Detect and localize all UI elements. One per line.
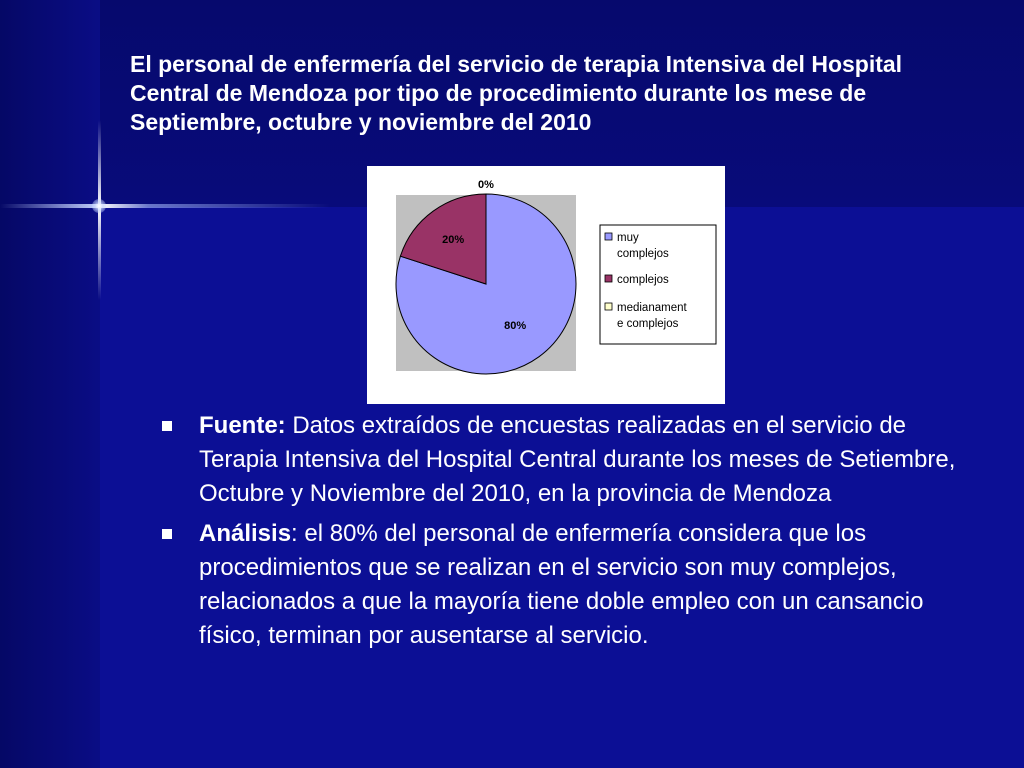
legend-swatch <box>605 233 612 240</box>
bullet-list <box>160 409 980 659</box>
slide-title: El personal de enfermería del servicio de terapia Intensiva del Hospital Central de Mendoza por tipo de procedimiento durante los mese de Septiembre, octubre y noviembre del 2010 <box>130 51 903 135</box>
bullet-label: Análisis <box>199 520 292 547</box>
pie-chart-panel <box>367 166 725 404</box>
legend-label-line: e complejos <box>617 318 679 330</box>
legend-swatch <box>605 275 612 282</box>
legend-label-line: complejos <box>617 274 669 286</box>
bullet-text: : el 80% del personal de enfermería considera que los procedimientos que se realizan en el servicio son muy complejos, relacionados a que la mayoría tiene doble empleo con un cansancio físico, terminan por ausentarse al servicio. <box>199 520 924 649</box>
legend-label-line: medianament <box>617 302 687 314</box>
square-bullet-icon <box>162 421 172 431</box>
chart-legend <box>600 225 716 344</box>
bullet-item-fuente <box>160 409 980 511</box>
light-flare-horizontal <box>0 204 330 208</box>
legend-label-line: complejos <box>617 248 669 260</box>
square-bullet-icon <box>162 529 172 539</box>
pie-value-label: 0% <box>478 179 494 191</box>
pie-value-label: 20% <box>442 233 465 246</box>
light-flare-core <box>92 199 106 213</box>
legend-label <box>617 274 669 286</box>
pie-value-label: 80% <box>504 320 527 333</box>
bullet-label: Fuente: <box>199 412 286 439</box>
slide-left-band <box>0 0 100 768</box>
pie-chart <box>367 166 725 404</box>
pie-slices <box>396 194 576 374</box>
bullet-item-analisis <box>160 517 980 653</box>
bullet-text: Datos extraídos de encuestas realizadas en el servicio de Terapia Intensiva del Hospital Central durante los meses de Setiembre, Octubre y Noviembre del 2010, en la provincia de Mendoza <box>199 412 956 507</box>
legend-swatch <box>605 303 612 310</box>
legend-label-line: muy <box>617 232 639 244</box>
